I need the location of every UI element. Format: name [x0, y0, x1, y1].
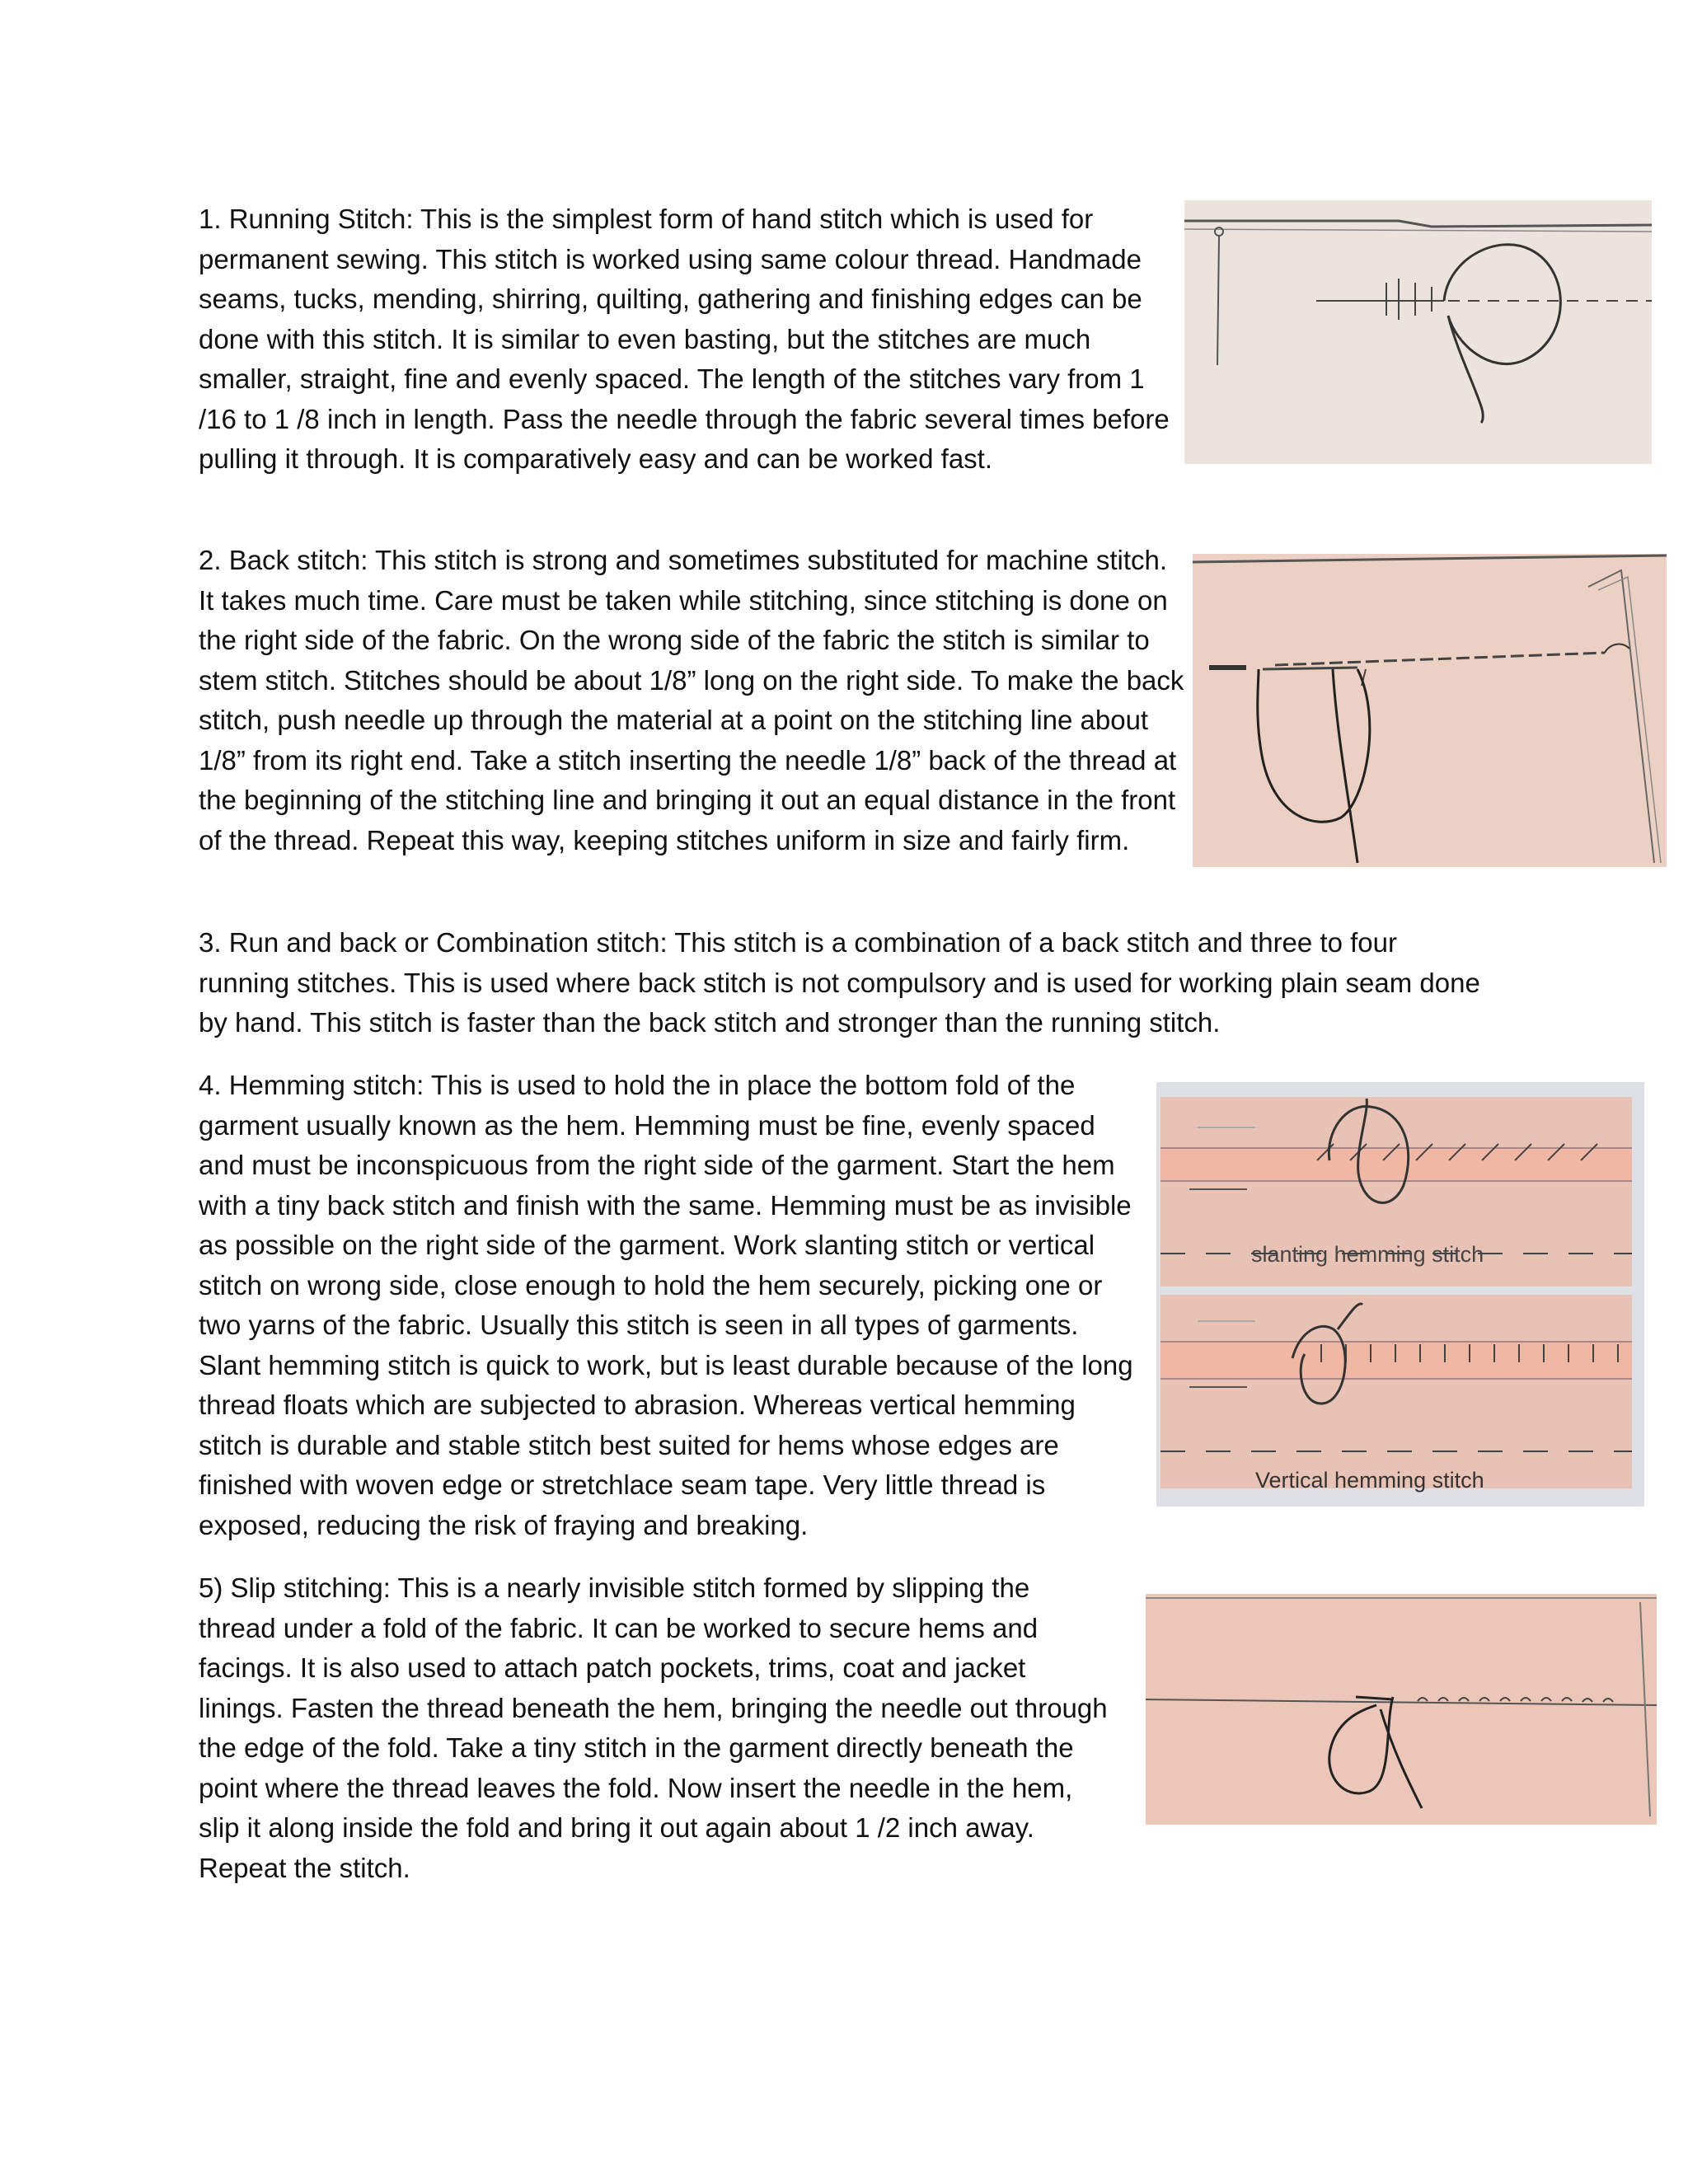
running-stitch-paragraph: 1. Running Stitch: This is the simplest form of hand stitch which is used for permanent sewing. This stitch is worked using same colour thread. Handmade seams, tucks, mending, shirring, quilting, gathering and finishing edges can be done with this stitch. It is similar to even basting, but the stitches are much smaller, straight, fine and evenly spaced. The length of the stitches vary from 1 /16 to 1 /8 inch in length. Pass the needle through the fabric several times before pulling it through. It is comparatively easy and can be worked fast.: [199, 204, 1170, 474]
running-stitch-illustration: [1184, 200, 1652, 464]
back-stitch-illustration: [1193, 554, 1667, 867]
hemming-stitch-paragraph: 4. Hemming stitch: This is used to hold the in place the bottom fold of the garment usually known as the hem. Hemming must be fine, evenly spaced and must be inconspicuous from the right side of the garment. Start the hem with a tiny back stitch and finish with the same. Hemming must be as invisible as possible on the right side of the garment. Work slanting stitch or vertical stitch on wrong side, close enough to hold the hem securely, picking one or two yarns of the fabric. Usually this stitch is seen in all types of garments. Slant hemming stitch is quick to work, but is least durable because of the long thread floats which are subjected to abrasion. Whereas vertical hemming stitch is durable and stable stitch best suited for hems whose edges are finished with woven edge or stretchlace seam tape. Very little thread is exposed, reducing the risk of fraying and breaking.: [199, 1070, 1133, 1540]
slip-stitch-illustration: [1146, 1594, 1657, 1825]
slip-stitch-paragraph: 5) Slip stitching: This is a nearly invisible stitch formed by slipping the thread under a fold of the fabric. It can be worked to secure hems and facings. It is also used to attach patch pockets, trims, coat and jacket linings. Fasten the thread beneath the hem, bringing the needle out through the edge of the fold. Take a tiny stitch in the garment directly beneath the point where the thread leaves the fold. Now insert the needle in the hem, slip it along inside the fold and bring it out again about 1 /2 inch away. Repeat the stitch.: [199, 1572, 1108, 1883]
back-stitch-paragraph: 2. Back stitch: This stitch is strong and sometimes substituted for machine stitch. It takes much time. Care must be taken while stitching, since stitching is done on the right side of the fabric. On the wrong side of the fabric the stitch is similar to stem stitch. Stitches should be about 1/8” long on the right side. To make the back stitch, push needle up through the material at a point on the stitching line about 1/8” from its right end. Take a stitch inserting the needle 1/8” back of the thread at the beginning of the stitching line and bringing it out an equal distance in the front of the thread. Repeat this way, keeping stitches uniform in size and fairly firm.: [199, 545, 1184, 855]
hemming-stitch-illustration: [1156, 1082, 1644, 1507]
vertical-hemming-caption: Vertical hemming stitch: [1255, 1468, 1484, 1493]
combination-stitch-paragraph: 3. Run and back or Combination stitch: This stitch is a combination of a back stitch and three to four running stitches. This is used where back stitch is not compulsory and is used for working plain seam done by hand. This stitch is faster than the back stitch and stronger than the running stitch.: [199, 927, 1480, 1038]
slanting-hemming-caption: slanting hemming stitch: [1251, 1242, 1484, 1267]
